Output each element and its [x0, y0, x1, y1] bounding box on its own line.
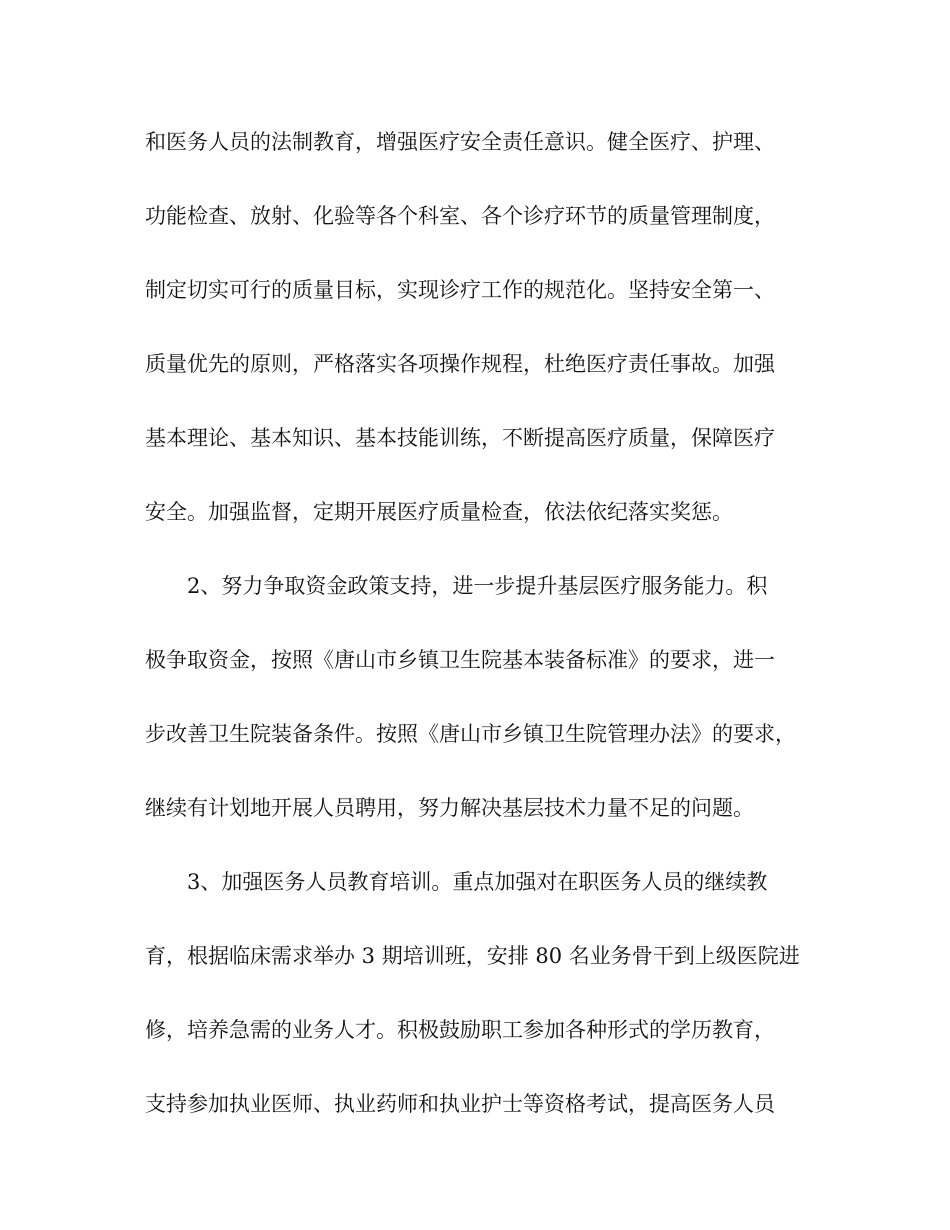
- text-line: 制定切实可行的质量目标，实现诊疗工作的规范化。坚持安全第一、: [145, 278, 775, 302]
- text-line: 功能检查、放射、化验等各个科室、各个诊疗环节的质量管理制度，: [145, 204, 775, 228]
- paragraph-start-line: 3、加强医务人员教育培训。重点加强对在职医务人员的继续教: [187, 870, 768, 894]
- text-line: 步改善卫生院装备条件。按照《唐山市乡镇卫生院管理办法》的要求，: [145, 722, 796, 746]
- text-line: 育，根据临床需求举办 3 期培训班，安排 80 名业务骨干到上级医院进: [145, 944, 800, 968]
- text-line: 极争取资金，按照《唐山市乡镇卫生院基本装备标准》的要求，进一: [145, 648, 775, 672]
- text-line: 和医务人员的法制教育，增强医疗安全责任意识。健全医疗、护理、: [145, 130, 775, 154]
- text-line: 质量优先的原则，严格落实各项操作规程，杜绝医疗责任事故。加强: [145, 352, 775, 376]
- paragraph-start-line: 2、努力争取资金政策支持，进一步提升基层医疗服务能力。积: [187, 574, 768, 598]
- text-line: 继续有计划地开展人员聘用，努力解决基层技术力量不足的问题。: [145, 796, 754, 820]
- text-line: 安全。加强监督，定期开展医疗质量检查，依法依纪落实奖惩。: [145, 500, 733, 524]
- text-line: 基本理论、基本知识、基本技能训练，不断提高医疗质量，保障医疗: [145, 426, 775, 450]
- text-line: 修，培养急需的业务人才。积极鼓励职工参加各种形式的学历教育，: [145, 1018, 775, 1042]
- text-line: 支持参加执业医师、执业药师和执业护士等资格考试，提高医务人员: [145, 1092, 775, 1116]
